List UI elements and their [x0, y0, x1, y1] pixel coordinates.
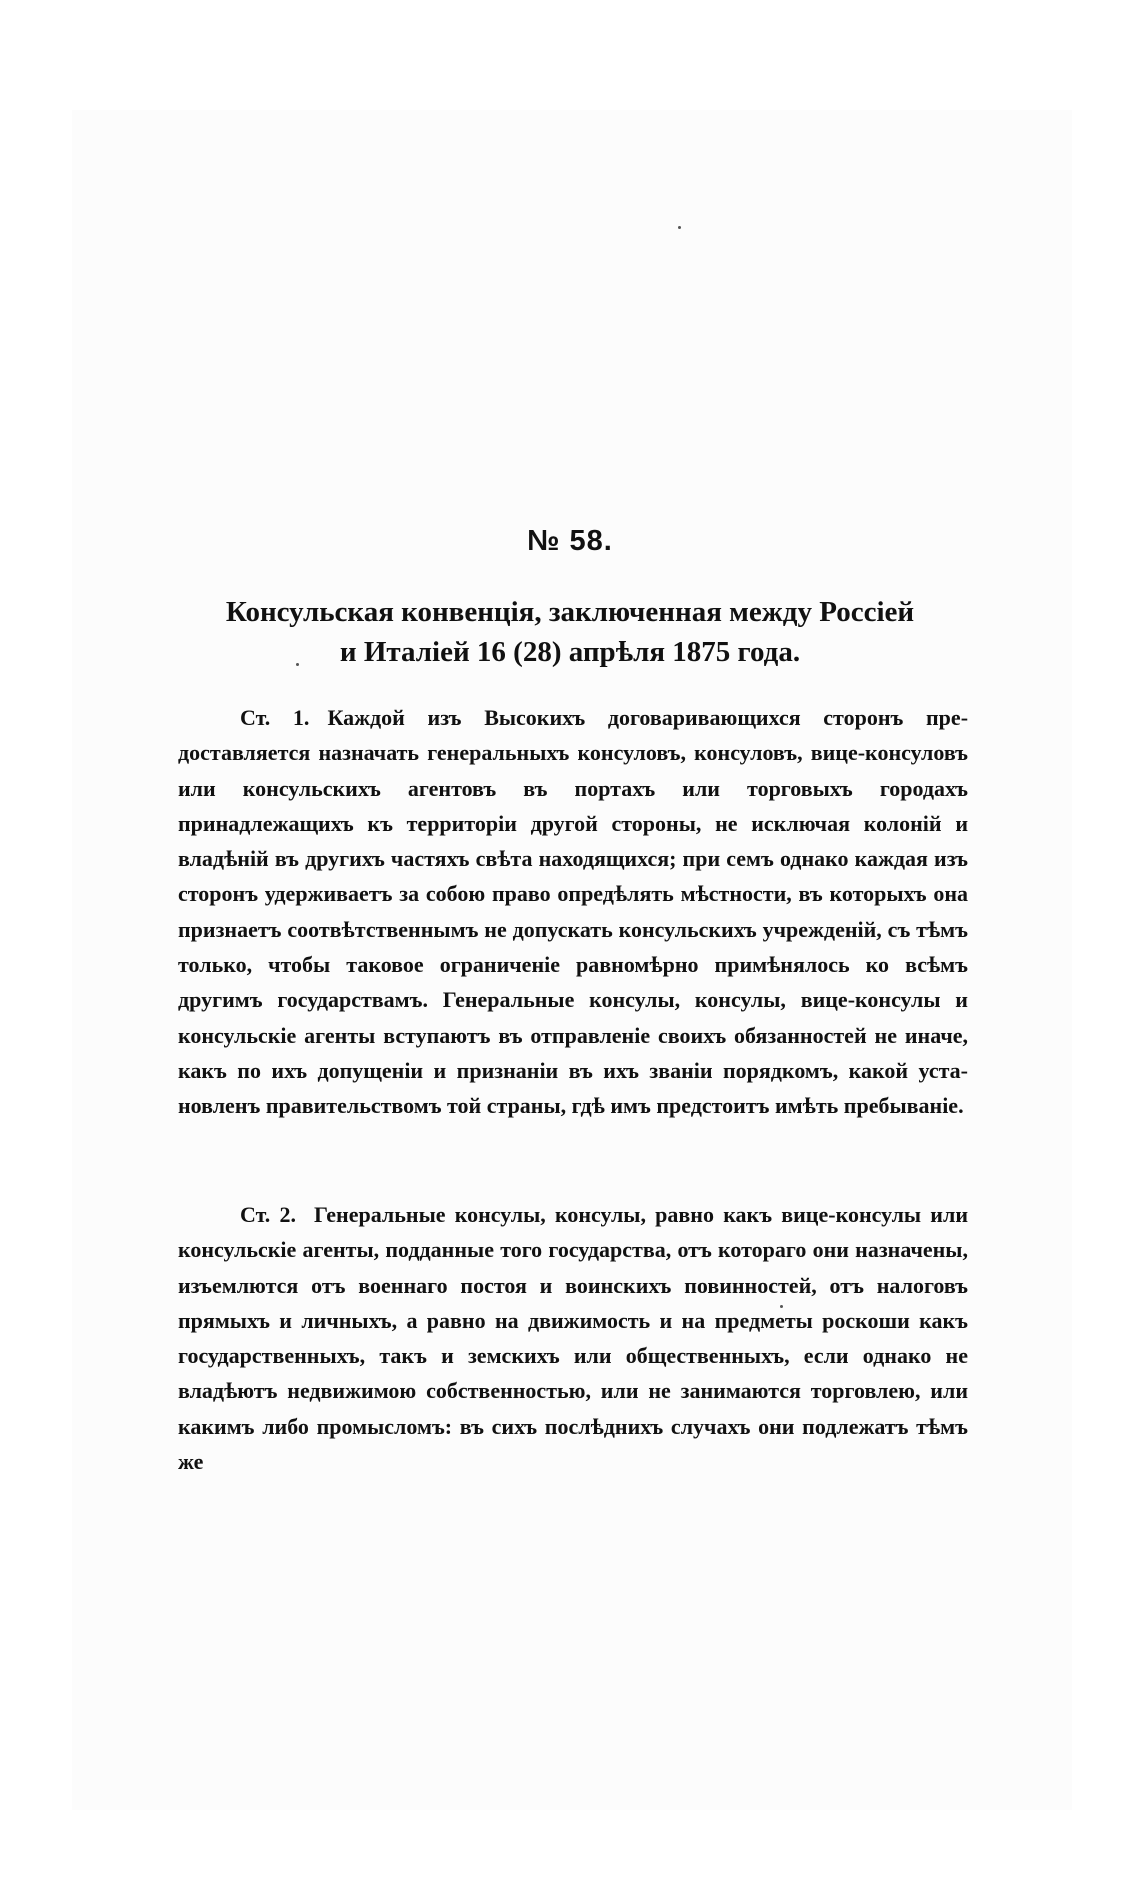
document-title-line-2: и Италіей 16 (28) апрѣля 1875 года. — [339, 636, 801, 668]
scan-speck — [678, 226, 681, 229]
article-2-label: Ст. 2. — [240, 1202, 296, 1227]
document-title — [170, 592, 970, 672]
article-1-text: Каждой изъ Высокихъ договаривающихся сторонъ предоставляется назначать генеральныхъ консуловъ, консуловъ, вице-консуловъ или консульскихъ агентовъ въ портахъ или торговыхъ городахъ принадлежащихъ къ территоріи другой стороны, не исключая колоній и владѣній въ другихъ частяхъ свѣта находящихся; при семъ однако каждая изъ сторонъ удерживаетъ за собою право опредѣлять мѣстности, въ которыхъ она признаетъ соотвѣтственнымъ не допускать консульскихъ учрежденій, съ тѣмъ только, чтобы таковое ограниченіе равномѣрно примѣнялось ко всѣмъ другимъ государствамъ. Генеральные консулы, консулы, вице-консулы и консульскіе агенты вступаютъ въ отправленіе своихъ обязанностей не иначе, какъ по ихъ допущеніи и признаніи въ ихъ званіи порядкомъ, какой установленъ правительствомъ той страны, гдѣ имъ предстоитъ имѣть пребываніе. — [178, 705, 969, 1119]
article-1-label: Ст. 1. — [240, 705, 310, 730]
article-2-text: Генеральные консулы, консулы, равно какъ вице-консулы или консульскіе агенты, подданные того государства, отъ котораго они назначены, изъемлются отъ военнаго постоя и воинскихъ повинностей, отъ налоговъ прямыхъ и личныхъ, а равно на движимость и на предметы роскоши какъ государственныхъ, такъ и земскихъ или общественныхъ, если однако не владѣютъ недвижимою собственностью, или не занимаются торговлею, или какимъ либо промысломъ: въ сихъ послѣднихъ случахъ они подлежатъ тѣмъ же — [178, 1202, 968, 1475]
document-title-line-1: Консульская конвенція, заключенная между Россіей — [225, 596, 915, 628]
article-1 — [178, 700, 968, 1124]
document-number: № 58. — [527, 525, 613, 557]
article-2 — [178, 1197, 968, 1479]
